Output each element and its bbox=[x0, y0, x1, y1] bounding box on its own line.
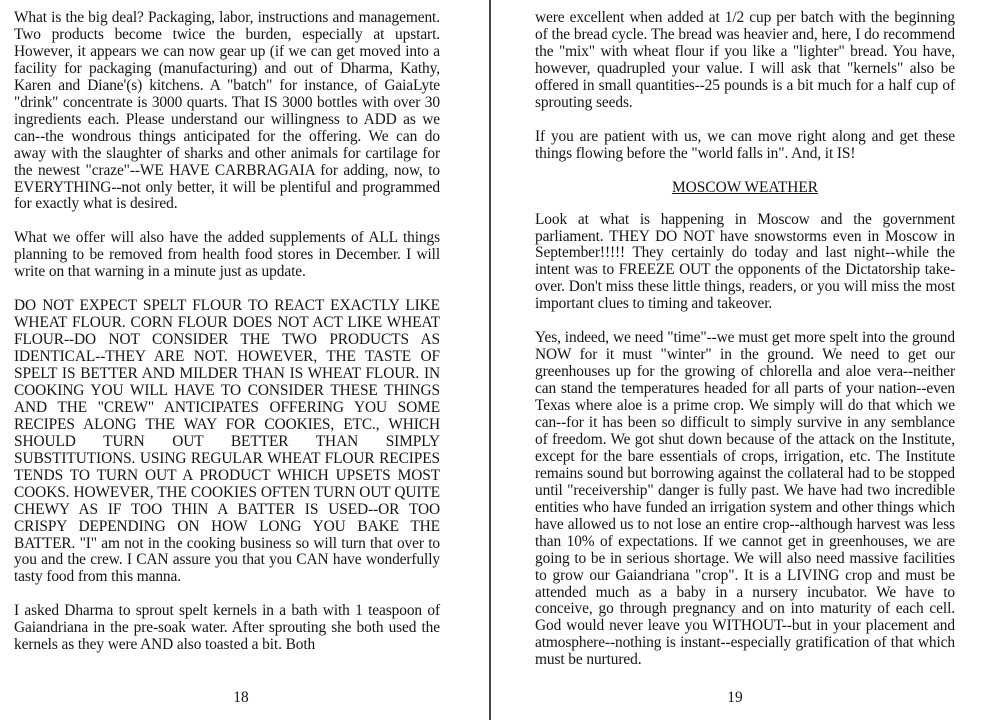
paragraph: If you are patient with us, we can move right along and get these things flowing before the "world falls in". And, it IS! bbox=[535, 127, 955, 162]
left-page bbox=[0, 0, 490, 720]
paragraph: DO NOT EXPECT SPELT FLOUR TO REACT EXACTLY LIKE WHEAT FLOUR. CORN FLOUR DOES NOT ACT LIKE WHEAT FLOUR--DO NOT CONSIDER THE TWO PRODUCTS AS IDENTICAL--THEY ARE NOT. HOWEVER, THE TASTE OF SPELT IS BETTER AND MILDER THAN IS WHEAT FLOUR. IN COOKING YOU WILL HAVE TO CONSIDER THESE THINGS AND THE "CREW" ANTICIPATES OFFERING YOU SOME RECIPES ALONG THE WAY FOR COOKIES, ETC., WHICH SHOULD TURN OUT BETTER THAN SIMPLY SUBSTITUTIONS. USING REGULAR WHEAT FLOUR RECIPES TENDS TO TURN OUT A PRODUCT WHICH UPSETS MOST COOKS. HOWEVER, THE COOKIES OFTEN TURN OUT QUITE CHEWY AS IF TOO THIN A BATTER IS USED--OR TOO CRISPY DEPENDING ON HOW LONG YOU BAKE THE BATTER. "I" am not in the cooking business so will turn that over to you and the crew. I CAN assure you that you CAN have wonderfully tasty food from this manna. bbox=[14, 297, 440, 586]
paragraph: What is the big deal? Packaging, labor, instructions and management. Two products become twice the burden, especially at upstart. However, it appears we can now gear up (if we can get moved into a facility for packaging (manufacturing) and out of Dharma, Kathy, Karen and Diane'(s) kitchens. A "batch" for instance, of GaiaLyte "drink" concentrate is 3000 quarts. That IS 3000 bottles with over 30 ingredients each. Please understand our willingness to ADD as we can--the wondrous things anticipated for the offering. We can do away with the slaughter of sharks and other animals for cartilage for the newest "craze"--WE HAVE CARBRAGAIA for adding, now, to EVERYTHING--not only better, it will be plentiful and programmed for exactly what is desired. bbox=[14, 9, 440, 213]
left-page-body bbox=[14, 10, 440, 654]
paragraph: Look at what is happening in Moscow and the government parliament. THEY DO NOT have snowstorms even in Moscow in September!!!!! They certainly do today and last night--while the intent was to FREEZE OUT the opponents of the Dictatorship take-over. Don't miss these little things, readers, or you will miss the most important clues to timing and takeover. bbox=[535, 210, 955, 313]
paragraph: were excellent when added at 1/2 cup per batch with the beginning of the bread cycle. The bread was heavier and, here, I do recommend the "mix" with wheat flour if you like a "lighter" bread. You have, however, quadrupled your value. I will ask that "kernels" also be offered in small quantities--25 pounds is a bit much for a half cup of sprouting seeds. bbox=[535, 9, 955, 111]
right-page bbox=[491, 0, 981, 720]
paragraph: I asked Dharma to sprout spelt kernels in a bath with 1 teaspoon of Gaiandriana in the pre-soak water. After sprouting she both used the kernels as they were AND also toasted a bit. Both bbox=[14, 602, 440, 654]
paragraph: What we offer will also have the added supplements of ALL things planning to be removed from health food stores in December. I will write on that warning in a minute just as update. bbox=[14, 229, 440, 281]
right-page-body bbox=[535, 10, 955, 669]
section-heading: MOSCOW WEATHER bbox=[671, 178, 819, 196]
page-number: 18 bbox=[233, 689, 249, 706]
page-number: 19 bbox=[727, 689, 743, 706]
paragraph: Yes, indeed, we need "time"--we must get more spelt into the ground NOW for it must "winter" in the ground. We need to get our greenhouses up for the growing of chlorella and aloe vera--neither can stand the temperatures headed for all parts of your nation--even Texas where aloe is a prime crop. We simply will do that which we can--for it has been so difficult to simply survive in any semblance of freedom. We got shut down because of the attack on the Institute, except for the bare essentials of crops, irrigation, etc. The Institute remains sound but borrowing against the collateral had to be stopped until "receivership" danger is fully past. We have had two incredible entities who have funded an irrigation system and other things which have allowed us to not lose an entire crop--although harvest was less than 10% of expectations. If we cannot get in greenhouses, we are going to be in serious shortage. We will also need massive facilities to grow our Gaiandriana "crop". It is a LIVING crop and must be attended much as a baby in a nursery incubator. We have to conceive, go through pregnancy and on into maturity of each cell. God would never leave you WITHOUT--but in your placement and atmosphere--nothing is instant--especially gratification of that which must be nurtured. bbox=[535, 329, 955, 669]
